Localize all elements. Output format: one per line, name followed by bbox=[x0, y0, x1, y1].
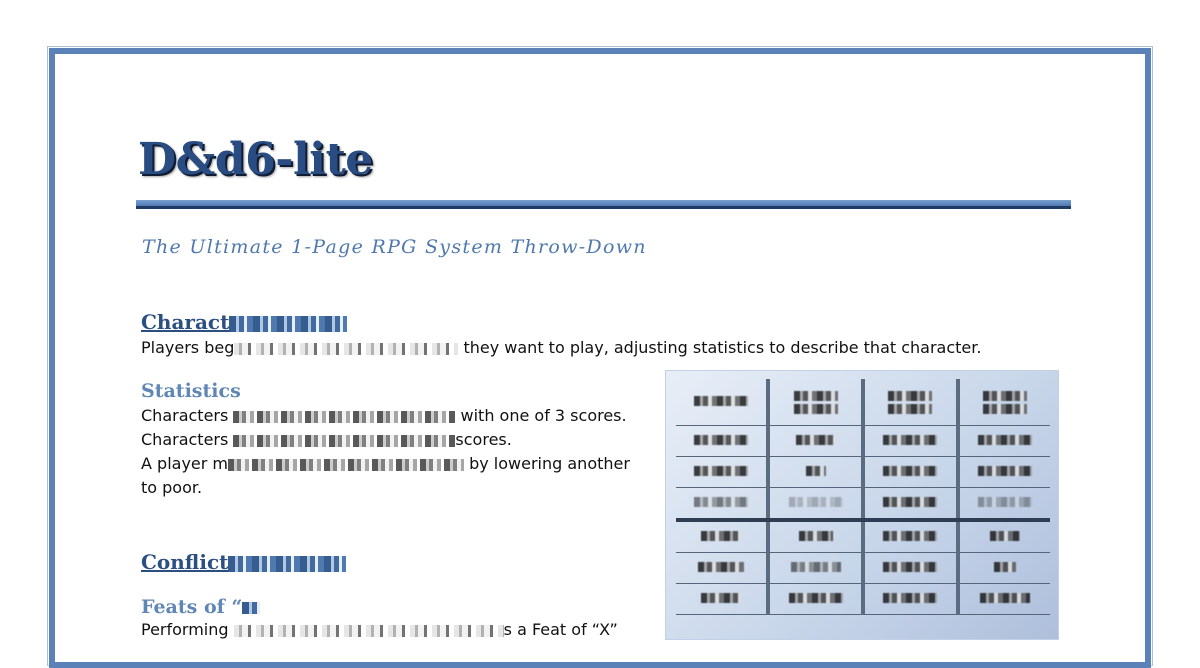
table-row bbox=[676, 379, 1050, 426]
table-row bbox=[676, 488, 1050, 521]
table-cell bbox=[676, 488, 768, 521]
table-cell bbox=[958, 426, 1050, 457]
redacted-text bbox=[990, 531, 1020, 541]
redacted-text bbox=[883, 562, 937, 572]
table-cell bbox=[958, 584, 1050, 615]
table-cell bbox=[676, 520, 768, 553]
redacted-text bbox=[978, 435, 1032, 445]
redacted-text bbox=[233, 411, 455, 423]
statistics-line-3: A player m by lowering another bbox=[141, 454, 630, 473]
redacted-text bbox=[796, 435, 836, 445]
stat-table bbox=[676, 379, 1050, 615]
title-rule bbox=[136, 200, 1071, 209]
table-cell bbox=[676, 379, 768, 426]
redacted-text bbox=[888, 391, 932, 401]
stat-table-panel bbox=[665, 370, 1059, 640]
table-row bbox=[676, 457, 1050, 488]
redacted-text bbox=[789, 497, 843, 507]
table-cell bbox=[863, 426, 958, 457]
redacted-text bbox=[228, 556, 346, 572]
statistics-line-2: Characters scores. bbox=[141, 430, 512, 449]
table-cell bbox=[863, 553, 958, 584]
table-row bbox=[676, 584, 1050, 615]
table-cell bbox=[863, 379, 958, 426]
table-cell bbox=[958, 553, 1050, 584]
redacted-text bbox=[799, 531, 833, 541]
redacted-text bbox=[978, 466, 1032, 476]
table-cell bbox=[863, 457, 958, 488]
table-row bbox=[676, 520, 1050, 553]
table-row bbox=[676, 553, 1050, 584]
redacted-text bbox=[980, 593, 1030, 603]
feats-line-1: Performing s a Feat of “X” bbox=[141, 620, 618, 639]
redacted-text bbox=[806, 466, 826, 476]
redacted-text bbox=[234, 343, 458, 355]
statistics-line-4: to poor. bbox=[141, 478, 203, 497]
redacted-text bbox=[701, 593, 741, 603]
table-cell bbox=[768, 488, 863, 521]
table-cell bbox=[676, 553, 768, 584]
redacted-text bbox=[791, 562, 841, 572]
table-cell bbox=[768, 379, 863, 426]
redacted-text bbox=[883, 435, 937, 445]
redacted-text bbox=[694, 435, 748, 445]
table-cell bbox=[676, 584, 768, 615]
redacted-text bbox=[994, 562, 1016, 572]
redacted-text bbox=[978, 497, 1032, 507]
redacted-text bbox=[234, 625, 504, 637]
table-cell bbox=[768, 520, 863, 553]
redacted-text bbox=[228, 459, 464, 471]
table-row bbox=[676, 426, 1050, 457]
redacted-text bbox=[694, 396, 748, 406]
table-cell bbox=[958, 379, 1050, 426]
table-cell bbox=[863, 488, 958, 521]
redacted-text bbox=[983, 404, 1027, 414]
table-cell bbox=[768, 584, 863, 615]
character-creation-text: Players beg they want to play, adjusting statistics to describe that character. bbox=[141, 338, 982, 357]
redacted-text bbox=[883, 531, 937, 541]
heading-conflict-resolution: Conflict bbox=[141, 552, 346, 572]
document-title: D&d6-lite bbox=[138, 134, 373, 185]
redacted-text bbox=[242, 602, 260, 614]
redacted-text bbox=[789, 593, 843, 603]
table-cell bbox=[863, 584, 958, 615]
redacted-text bbox=[233, 435, 455, 447]
redacted-text bbox=[883, 593, 937, 603]
heading-statistics: Statistics bbox=[141, 380, 241, 402]
redacted-text bbox=[883, 497, 937, 507]
heading-feats: Feats of “ bbox=[141, 598, 260, 617]
table-cell bbox=[768, 553, 863, 584]
redacted-text bbox=[883, 466, 937, 476]
document-subtitle: The Ultimate 1-Page RPG System Throw-Down bbox=[142, 236, 647, 258]
redacted-text bbox=[701, 531, 741, 541]
redacted-text bbox=[983, 391, 1027, 401]
heading-character-creation: Charact bbox=[141, 312, 347, 332]
table-cell bbox=[676, 426, 768, 457]
table-cell bbox=[768, 457, 863, 488]
table-cell bbox=[768, 426, 863, 457]
redacted-text bbox=[694, 466, 748, 476]
redacted-text bbox=[698, 562, 744, 572]
redacted-text bbox=[229, 316, 347, 332]
table-cell bbox=[863, 520, 958, 553]
table-cell bbox=[676, 457, 768, 488]
statistics-line-1: Characters with one of 3 scores. bbox=[141, 406, 627, 425]
redacted-text bbox=[694, 497, 748, 507]
table-cell bbox=[958, 488, 1050, 521]
redacted-text bbox=[794, 391, 838, 401]
table-cell bbox=[958, 520, 1050, 553]
table-cell bbox=[958, 457, 1050, 488]
redacted-text bbox=[794, 404, 838, 414]
redacted-text bbox=[888, 404, 932, 414]
